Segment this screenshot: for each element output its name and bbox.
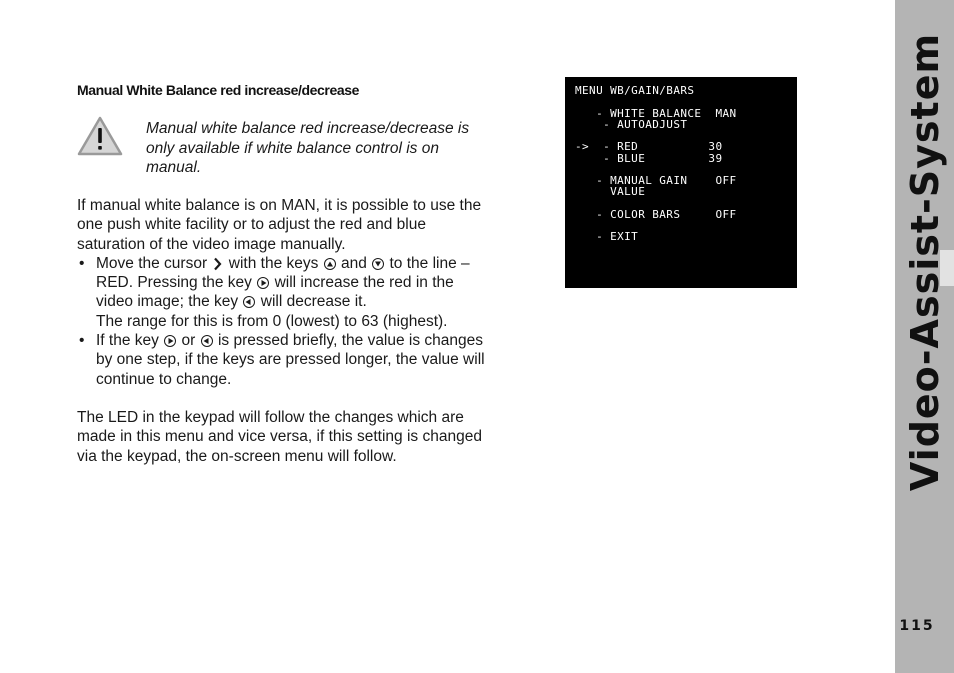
page-number: 115 [899, 618, 935, 634]
osd-menu-title: MENU WB/GAIN/BARS [575, 84, 695, 97]
range-note: The range for this is from 0 (lowest) to 63 (highest). [96, 312, 448, 330]
left-key-icon [201, 335, 213, 347]
osd-menu-line: - WHITE BALANCE MAN [575, 107, 737, 120]
osd-menu-line: - BLUE 39 [575, 152, 723, 165]
osd-menu-line: - MANUAL GAIN OFF [575, 174, 737, 187]
down-key-icon [372, 258, 384, 270]
warning-triangle-icon [77, 115, 123, 157]
bullet-text: is pressed briefly, the value is changes by one step, if the keys are pressed longer, the value will continue to change. [96, 332, 485, 388]
bullet-text: will increase the red in the video image; the key [96, 274, 454, 311]
body-text [77, 196, 487, 466]
bullet-text: to the line – RED. Pressing the key [96, 254, 470, 292]
osd-menu-line: - EXIT [575, 230, 639, 243]
bullet-dot: • [79, 332, 85, 350]
left-key-icon [243, 296, 255, 308]
right-key-icon [164, 335, 176, 347]
chapter-title: Video-Assist-System [903, 32, 947, 492]
warning-note: Manual white balance red increase/decrease is only available if white balance control is on manual. [146, 120, 470, 176]
osd-menu-line: VALUE [575, 185, 646, 198]
bullet-text: Move the cursor [96, 254, 208, 272]
bullet-text: will decrease it. [260, 293, 367, 311]
up-key-icon [324, 258, 336, 270]
osd-menu-line: - AUTOADJUST [575, 118, 688, 131]
osd-menu-screen [565, 77, 797, 288]
intro-paragraph: If manual white balance is on MAN, it is possible to use the one push white facility or to adjust the red and blue saturation of the video image manually. [77, 197, 482, 253]
bullet-item [77, 331, 487, 389]
right-key-icon [257, 277, 269, 289]
led-paragraph: The LED in the keypad will follow the changes which are made in this menu and vice versa, if this setting is changed via the keypad, the on-screen menu will follow. [77, 408, 482, 465]
osd-menu-line: - COLOR BARS OFF [575, 208, 737, 221]
osd-menu-line-selected: -> - RED 30 [575, 140, 723, 153]
bullet-text: and [341, 254, 367, 272]
bullet-item [77, 254, 487, 331]
bullet-text: with the keys [228, 254, 319, 272]
bullet-dot: • [79, 254, 85, 272]
bullet-text: or [181, 332, 196, 350]
section-title: Manual White Balance red increase/decrease [77, 82, 359, 98]
paragraph-gap [77, 389, 487, 408]
bullet-text: If the key [96, 332, 159, 350]
cursor-chevron-icon [213, 257, 222, 271]
